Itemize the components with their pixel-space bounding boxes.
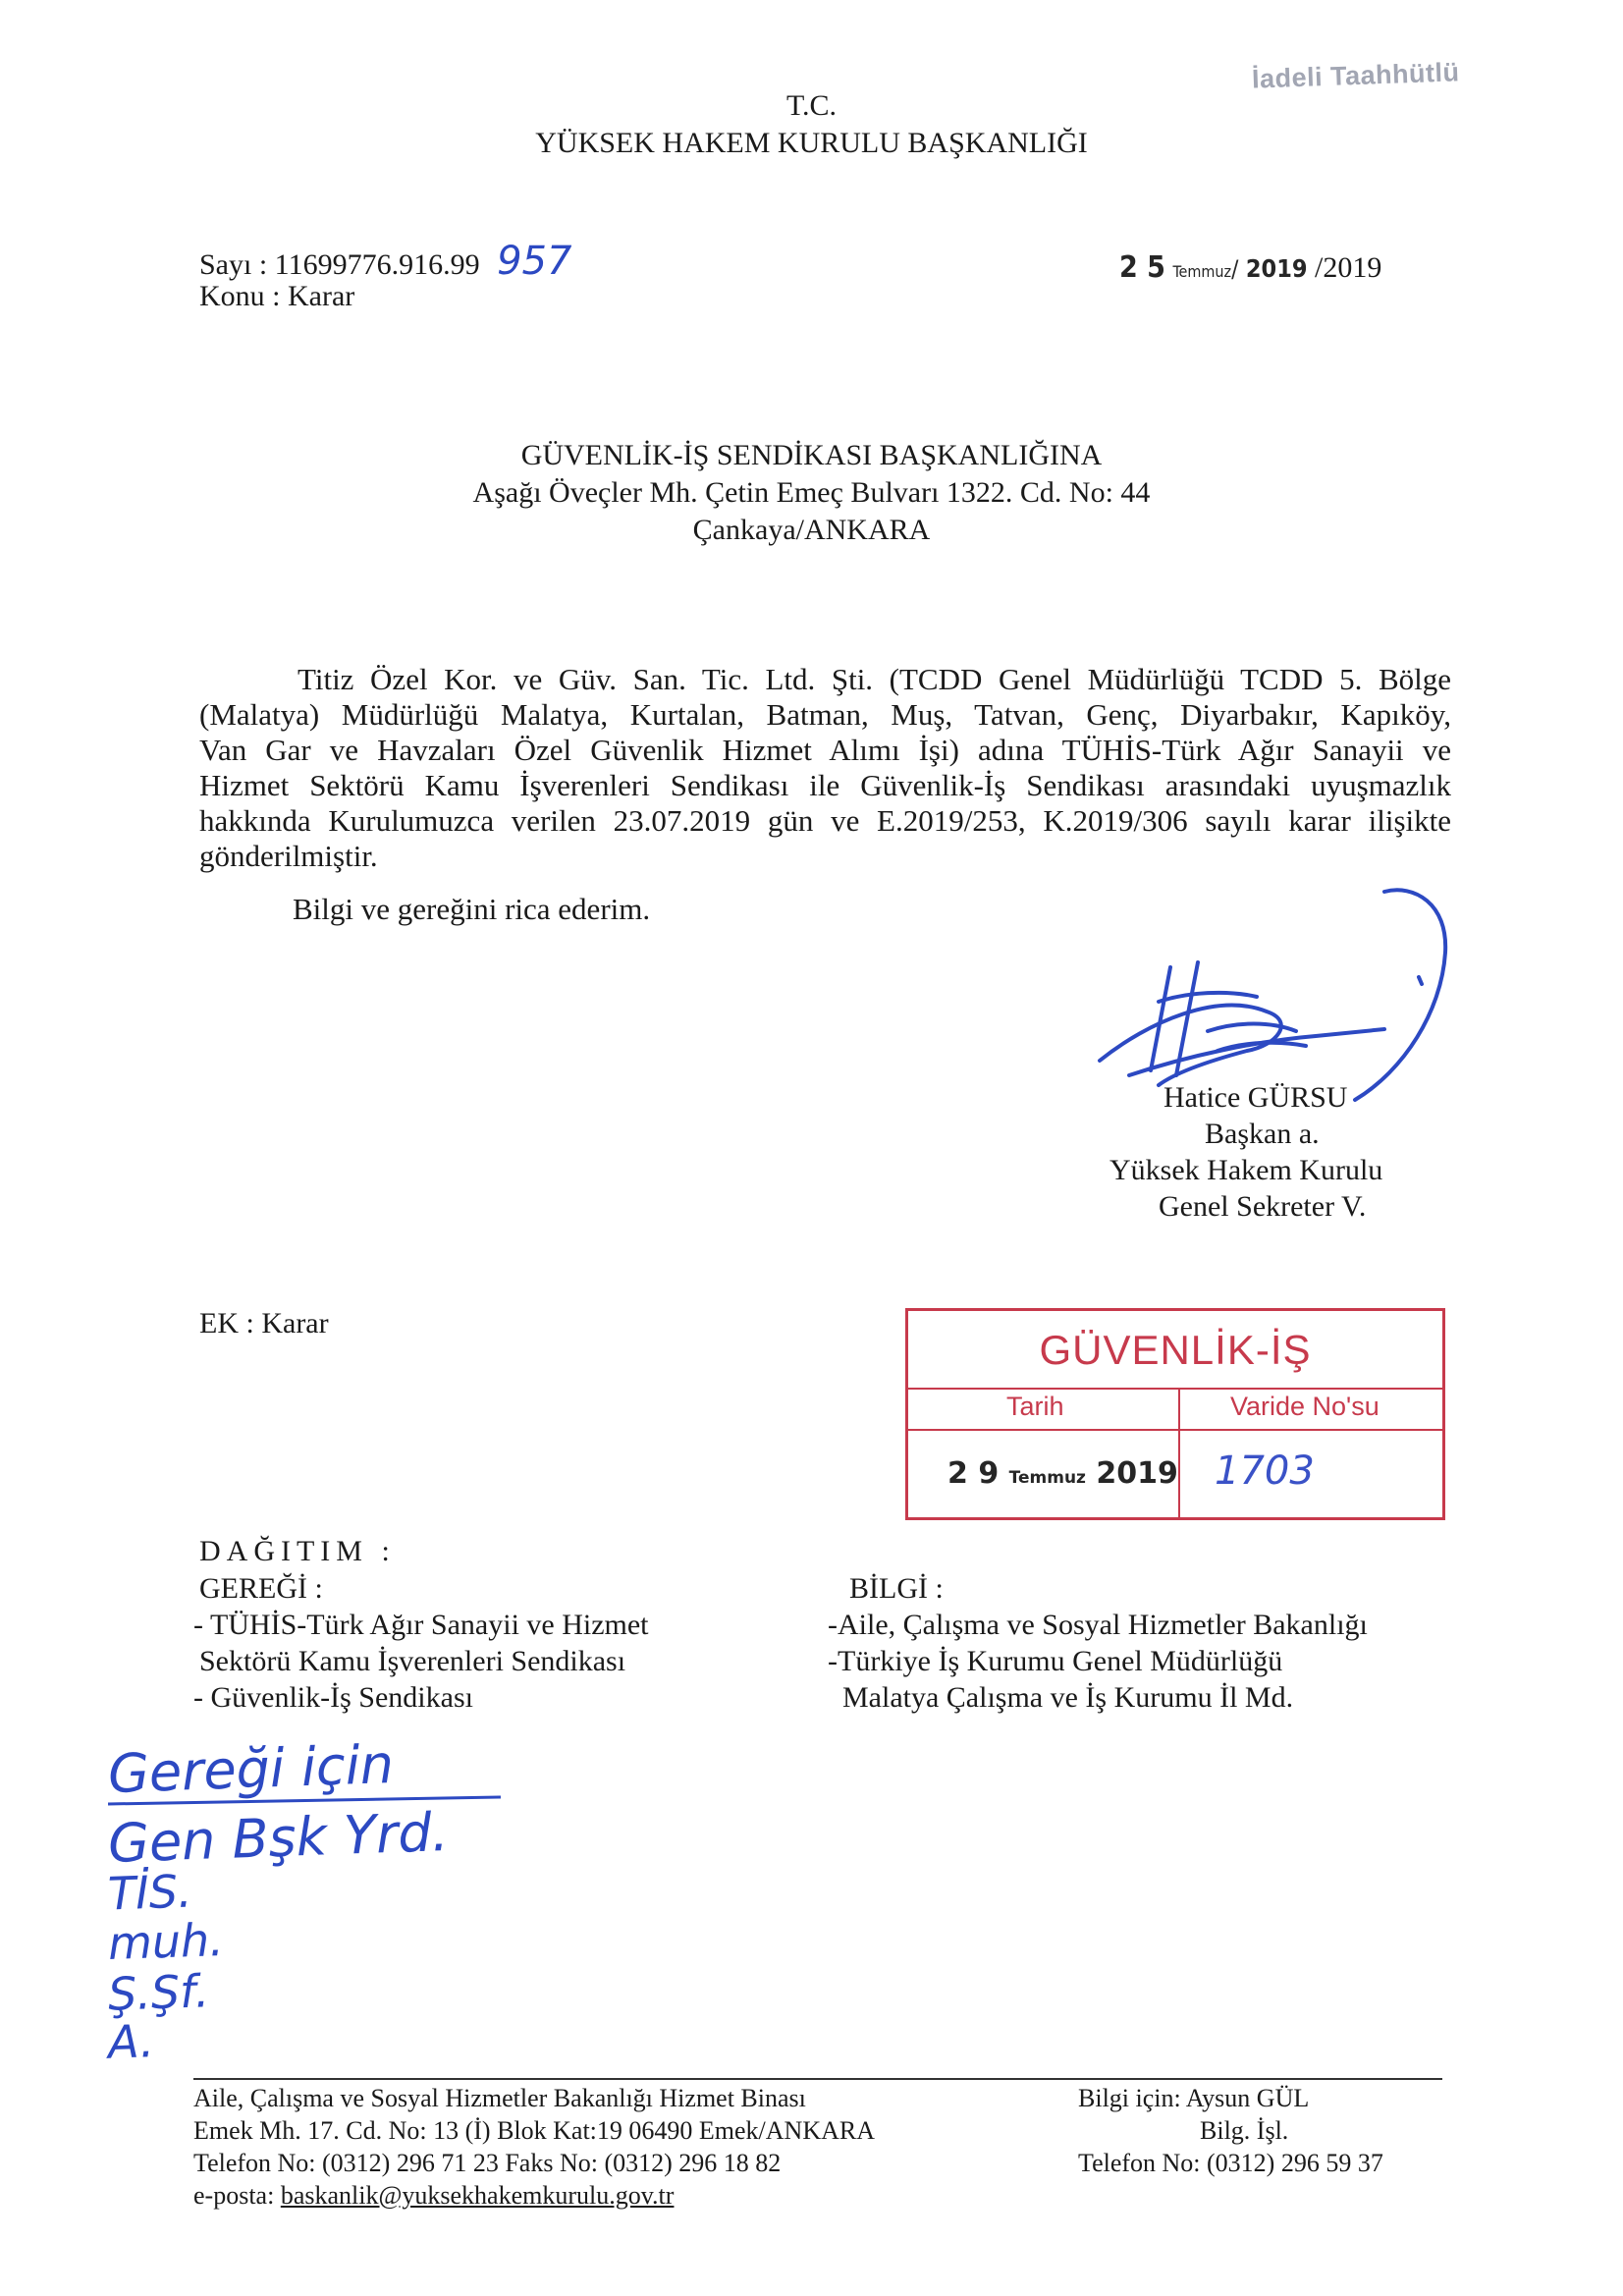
footer-email-link[interactable]: baskanlik@yuksekhakemkurulu.gov.tr xyxy=(280,2181,675,2210)
date-stamp-month: Temmuz xyxy=(1172,262,1232,281)
ek-row xyxy=(199,1306,329,1341)
geregi-label: GEREĞİ : xyxy=(199,1572,323,1605)
body-line: Titiz Özel Kor. ve Güv. San. Tic. Ltd. Şti. (TCDD Genel Müdürlüğü TCDD 5. Bölge xyxy=(298,662,1451,696)
ek-label: EK xyxy=(199,1307,239,1339)
date-printed: /2019 xyxy=(1315,251,1382,284)
body-paragraph xyxy=(199,662,1451,874)
konu-row xyxy=(199,279,354,314)
bilgi-item: Malatya Çalışma ve İş Kurumu İl Md. xyxy=(842,1681,1294,1714)
footer-phone: Telefon No: (0312) 296 71 23 Faks No: (0312) 296 18 82 xyxy=(193,2149,782,2177)
footer-info-title: Bilg. İşl. xyxy=(1200,2116,1289,2145)
footer-email-label: e-posta: xyxy=(193,2181,275,2210)
addressee-line2: Aşağı Öveçler Mh. Çetin Emeç Bulvarı 1322. Cd. No: 44 xyxy=(472,476,1151,509)
handwritten-note-line: TİS. xyxy=(107,1864,193,1921)
body-line: hakkında Kurulumuzca verilen 23.07.2019 gün ve E.2019/253, K.2019/306 sayılı karar ilişikte xyxy=(199,803,1451,838)
sayi-row xyxy=(199,239,572,284)
signatory-title3: Genel Sekreter V. xyxy=(1159,1190,1367,1223)
received-stamp-year: 2019 xyxy=(1096,1456,1178,1491)
sayi-value: : 11699776.916.99 xyxy=(258,248,480,281)
date-stamp-day: 2 5 xyxy=(1119,250,1165,285)
konu-value: : Karar xyxy=(272,280,355,312)
body-line: Van Gar ve Havzaları Özel Güvenlik Hizmet Alımı İşi) adına TÜHİS-Türk Ağır Sanayii ve xyxy=(199,733,1451,767)
footer-info-phone: Telefon No: (0312) 296 59 37 xyxy=(1078,2149,1383,2177)
geregi-item: - TÜHİS-Türk Ağır Sanayii ve Hizmet xyxy=(193,1609,649,1641)
letter-date: 2 5 Temmuz/ 2019 /2019 xyxy=(1119,250,1382,285)
sayi-label: Sayı xyxy=(199,248,252,281)
konu-label: Konu xyxy=(199,280,265,312)
signatory-title2: Yüksek Hakem Kurulu xyxy=(1109,1154,1383,1186)
geregi-item: - Güvenlik-İş Sendikası xyxy=(193,1681,473,1714)
bilgi-item: -Türkiye İş Kurumu Genel Müdürlüğü xyxy=(828,1645,1283,1677)
received-stamp-date xyxy=(947,1456,1178,1491)
received-stamp-day: 2 9 xyxy=(947,1456,1000,1491)
addressee-line3: Çankaya/ANKARA xyxy=(692,514,931,546)
signatory-title1: Başkan a. xyxy=(1205,1118,1320,1150)
geregi-item: Sektörü Kamu İşverenleri Sendikası xyxy=(199,1645,626,1677)
distribution-heading: DAĞITIM : xyxy=(199,1535,396,1567)
handwritten-note-line: Gen Bşk Yrd. xyxy=(107,1800,450,1876)
footer-address1: Aile, Çalışma ve Sosyal Hizmetler Bakanlığı Hizmet Binası xyxy=(193,2084,806,2112)
addressee-line1: GÜVENLİK-İŞ SENDİKASI BAŞKANLIĞINA xyxy=(520,439,1103,471)
footer-info-label: Bilgi için: Aysun GÜL xyxy=(1078,2084,1310,2112)
footer-email-row xyxy=(193,2179,674,2212)
received-stamp-number-label: Varide No'su xyxy=(1230,1392,1380,1421)
header-institution: YÜKSEK HAKEM KURULU BAŞKANLIĞI xyxy=(535,127,1088,159)
handwritten-note-line: Ş.Şf. xyxy=(107,1964,210,2021)
body-line: gönderilmiştir. xyxy=(199,839,378,873)
received-stamp-month: Temmuz xyxy=(1008,1468,1086,1488)
bilgi-label: BİLGİ : xyxy=(849,1572,944,1605)
date-stamp-year: 2019 xyxy=(1245,254,1308,283)
iadeli-taahhutlu-stamp: İadeli Taahhütlü xyxy=(1251,57,1460,94)
handwritten-note-line: A. xyxy=(107,2014,155,2069)
received-stamp-title: GÜVENLİK-İŞ xyxy=(1039,1327,1312,1373)
received-stamp xyxy=(905,1308,1445,1520)
ek-value: : Karar xyxy=(245,1307,329,1339)
handwritten-note-line: muh. xyxy=(107,1912,225,1971)
body-line: Hizmet Sektörü Kamu İşverenleri Sendikası ile Güvenlik-İş Sendikası arasındaki uyuşmazlık xyxy=(199,768,1451,802)
header-tc: T.C. xyxy=(785,89,838,122)
footer-address2: Emek Mh. 17. Cd. No: 13 (İ) Blok Kat:19 06490 Emek/ANKARA xyxy=(193,2116,876,2145)
received-stamp-date-label: Tarih xyxy=(1006,1392,1064,1421)
signatory-name: Hatice GÜRSU xyxy=(1163,1081,1348,1114)
closing-line: Bilgi ve gereğini rica ederim. xyxy=(293,892,651,926)
handwritten-note-line: Gereği için xyxy=(106,1732,395,1806)
footer-divider xyxy=(193,2078,1442,2080)
received-stamp-number: 1703 xyxy=(1215,1449,1315,1494)
sayi-handwritten: 957 xyxy=(497,239,572,284)
body-line: (Malatya) Müdürlüğü Malatya, Kurtalan, Batman, Muş, Tatvan, Genç, Diyarbakır, Kapıköy, xyxy=(199,697,1451,732)
bilgi-item: -Aile, Çalışma ve Sosyal Hizmetler Bakanlığı xyxy=(828,1609,1368,1641)
